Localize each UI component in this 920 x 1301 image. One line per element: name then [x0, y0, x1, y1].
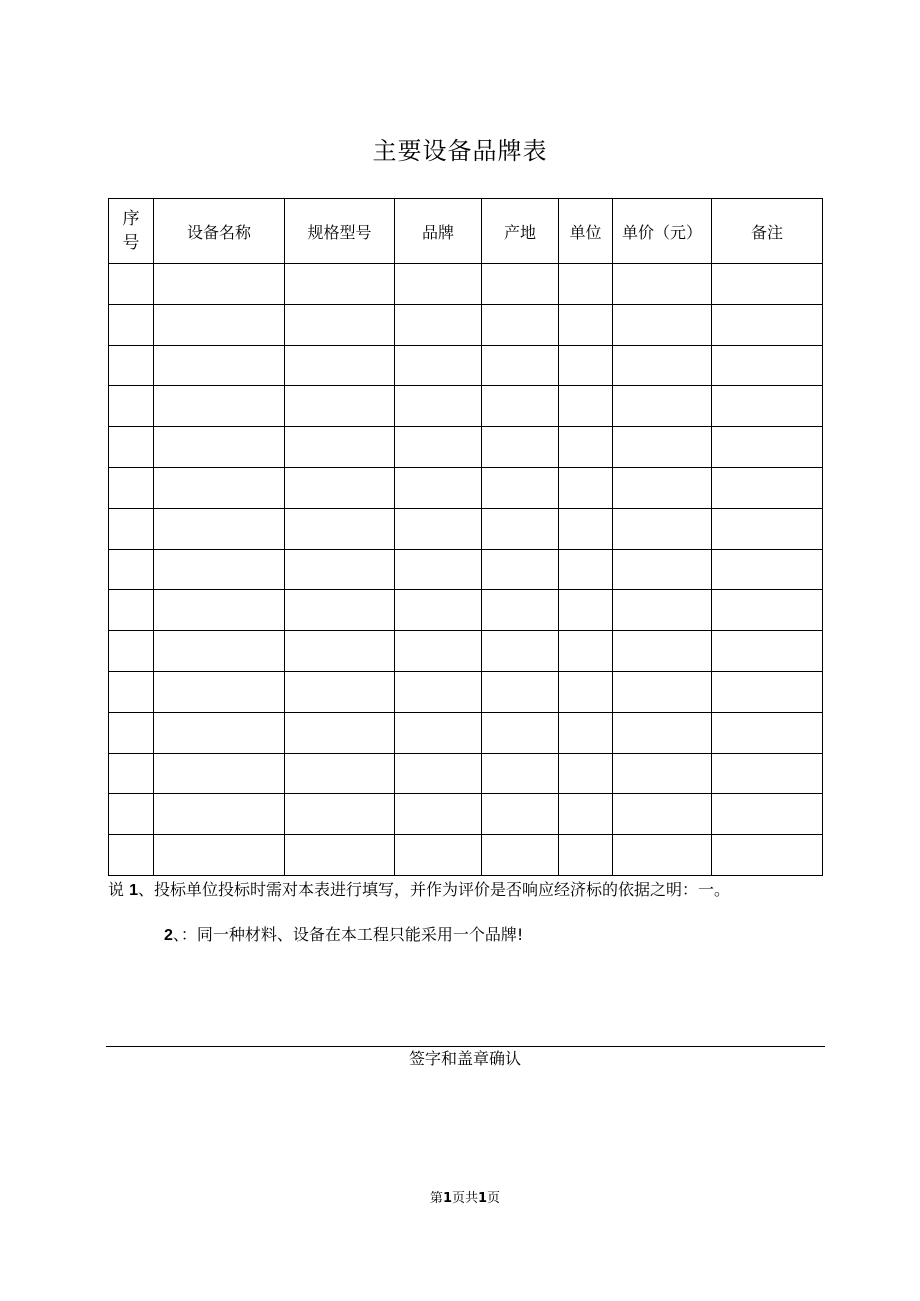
cell-equipment-name [154, 753, 285, 794]
cell-brand [395, 712, 482, 753]
cell-seq [109, 549, 154, 590]
equipment-brand-table [108, 198, 823, 876]
cell-model [285, 835, 395, 876]
table-row [109, 590, 823, 631]
cell-unit [559, 712, 613, 753]
cell-unit [559, 386, 613, 427]
note-1-text: 、投标单位投标时需对本表进行填写，并作为评价是否响应经济标的依据之明：一。 [138, 880, 731, 899]
table-row [109, 304, 823, 345]
note-1-number: 1 [129, 882, 139, 899]
cell-seq [109, 631, 154, 672]
cell-origin [482, 508, 559, 549]
cell-unit-price [613, 753, 712, 794]
header-brand: 品牌 [395, 199, 482, 264]
cell-model [285, 304, 395, 345]
cell-brand [395, 549, 482, 590]
page-title: 主要设备品牌表 [372, 137, 548, 165]
cell-seq [109, 304, 154, 345]
cell-seq [109, 264, 154, 305]
cell-seq [109, 427, 154, 468]
cell-remark [712, 386, 823, 427]
cell-unit-price [613, 794, 712, 835]
cell-brand [395, 794, 482, 835]
cell-unit [559, 345, 613, 386]
cell-origin [482, 590, 559, 631]
cell-unit-price [613, 590, 712, 631]
cell-seq [109, 753, 154, 794]
page-footer [0, 1190, 920, 1208]
header-equipment-name: 设备名称 [154, 199, 285, 264]
cell-brand [395, 345, 482, 386]
cell-equipment-name [154, 264, 285, 305]
table-row [109, 549, 823, 590]
signature-line [106, 1046, 825, 1047]
cell-origin [482, 753, 559, 794]
cell-unit-price [613, 264, 712, 305]
table-row [109, 671, 823, 712]
cell-origin [482, 386, 559, 427]
cell-model [285, 386, 395, 427]
cell-unit-price [613, 631, 712, 672]
cell-origin [482, 549, 559, 590]
header-unit-price: 单价（元） [613, 199, 712, 264]
cell-origin [482, 712, 559, 753]
cell-equipment-name [154, 631, 285, 672]
cell-brand [395, 508, 482, 549]
table-row [109, 427, 823, 468]
header-model: 规格型号 [285, 199, 395, 264]
cell-origin [482, 264, 559, 305]
note-line-2 [164, 924, 523, 947]
cell-brand [395, 631, 482, 672]
cell-brand [395, 427, 482, 468]
table-row [109, 631, 823, 672]
cell-remark [712, 631, 823, 672]
cell-seq [109, 835, 154, 876]
cell-unit-price [613, 508, 712, 549]
cell-brand [395, 835, 482, 876]
cell-seq [109, 794, 154, 835]
cell-brand [395, 753, 482, 794]
cell-seq [109, 590, 154, 631]
cell-origin [482, 345, 559, 386]
signature-label: 签字和盖章确认 [408, 1049, 521, 1068]
cell-origin [482, 835, 559, 876]
cell-model [285, 264, 395, 305]
note-1-prefix: 说 [108, 880, 125, 899]
cell-remark [712, 835, 823, 876]
cell-seq [109, 508, 154, 549]
cell-origin [482, 794, 559, 835]
cell-unit-price [613, 671, 712, 712]
note-2-text: 、：同一种材料、设备在本工程只能采用一个品牌! [172, 925, 524, 944]
cell-remark [712, 467, 823, 508]
cell-equipment-name [154, 794, 285, 835]
cell-model [285, 753, 395, 794]
cell-equipment-name [154, 467, 285, 508]
table-header-row [109, 199, 823, 264]
cell-remark [712, 264, 823, 305]
header-remark: 备注 [712, 199, 823, 264]
table-row [109, 753, 823, 794]
cell-model [285, 345, 395, 386]
cell-model [285, 631, 395, 672]
cell-model [285, 590, 395, 631]
cell-unit-price [613, 427, 712, 468]
cell-model [285, 467, 395, 508]
cell-remark [712, 304, 823, 345]
cell-unit-price [613, 304, 712, 345]
table-row [109, 345, 823, 386]
footer-part1: 第 [429, 1191, 443, 1206]
cell-brand [395, 386, 482, 427]
cell-equipment-name [154, 386, 285, 427]
cell-seq [109, 386, 154, 427]
cell-origin [482, 304, 559, 345]
cell-equipment-name [154, 549, 285, 590]
cell-model [285, 508, 395, 549]
cell-unit [559, 549, 613, 590]
cell-brand [395, 467, 482, 508]
cell-unit [559, 467, 613, 508]
footer-total-pages: 1 [478, 1191, 488, 1206]
cell-model [285, 712, 395, 753]
footer-page-number: 1 [442, 1191, 452, 1206]
cell-remark [712, 753, 823, 794]
cell-remark [712, 671, 823, 712]
header-seq-line2: 号 [122, 233, 140, 253]
cell-unit [559, 304, 613, 345]
cell-equipment-name [154, 671, 285, 712]
cell-model [285, 794, 395, 835]
cell-unit-price [613, 835, 712, 876]
cell-unit-price [613, 345, 712, 386]
cell-unit [559, 671, 613, 712]
cell-equipment-name [154, 345, 285, 386]
cell-remark [712, 508, 823, 549]
table-row [109, 712, 823, 753]
table-row [109, 386, 823, 427]
footer-part3: 页 [487, 1191, 501, 1206]
cell-unit-price [613, 712, 712, 753]
cell-remark [712, 712, 823, 753]
cell-unit [559, 508, 613, 549]
cell-origin [482, 671, 559, 712]
cell-origin [482, 427, 559, 468]
cell-model [285, 549, 395, 590]
table-row [109, 835, 823, 876]
cell-unit [559, 631, 613, 672]
cell-equipment-name [154, 508, 285, 549]
cell-unit [559, 835, 613, 876]
cell-remark [712, 427, 823, 468]
cell-brand [395, 264, 482, 305]
table-row [109, 508, 823, 549]
cell-remark [712, 345, 823, 386]
note-line-1 [108, 879, 730, 902]
cell-origin [482, 631, 559, 672]
cell-brand [395, 671, 482, 712]
cell-origin [482, 467, 559, 508]
header-unit: 单位 [559, 199, 613, 264]
header-seq [109, 199, 154, 264]
cell-unit [559, 590, 613, 631]
cell-seq [109, 467, 154, 508]
header-seq-line1: 序 [122, 209, 140, 229]
cell-unit [559, 264, 613, 305]
cell-remark [712, 794, 823, 835]
cell-unit-price [613, 386, 712, 427]
cell-unit-price [613, 549, 712, 590]
cell-equipment-name [154, 590, 285, 631]
table-row [109, 467, 823, 508]
table-row [109, 794, 823, 835]
cell-unit [559, 794, 613, 835]
cell-brand [395, 590, 482, 631]
header-origin: 产地 [482, 199, 559, 264]
cell-seq [109, 712, 154, 753]
table-row [109, 264, 823, 305]
cell-equipment-name [154, 304, 285, 345]
note-2-number: 2 [164, 927, 173, 944]
cell-model [285, 671, 395, 712]
cell-brand [395, 304, 482, 345]
cell-unit-price [613, 467, 712, 508]
cell-remark [712, 590, 823, 631]
cell-unit [559, 753, 613, 794]
cell-remark [712, 549, 823, 590]
cell-unit [559, 427, 613, 468]
footer-part2: 页共 [451, 1191, 478, 1206]
table-body [109, 264, 823, 876]
cell-seq [109, 345, 154, 386]
cell-equipment-name [154, 712, 285, 753]
cell-seq [109, 671, 154, 712]
cell-equipment-name [154, 427, 285, 468]
cell-model [285, 427, 395, 468]
cell-equipment-name [154, 835, 285, 876]
